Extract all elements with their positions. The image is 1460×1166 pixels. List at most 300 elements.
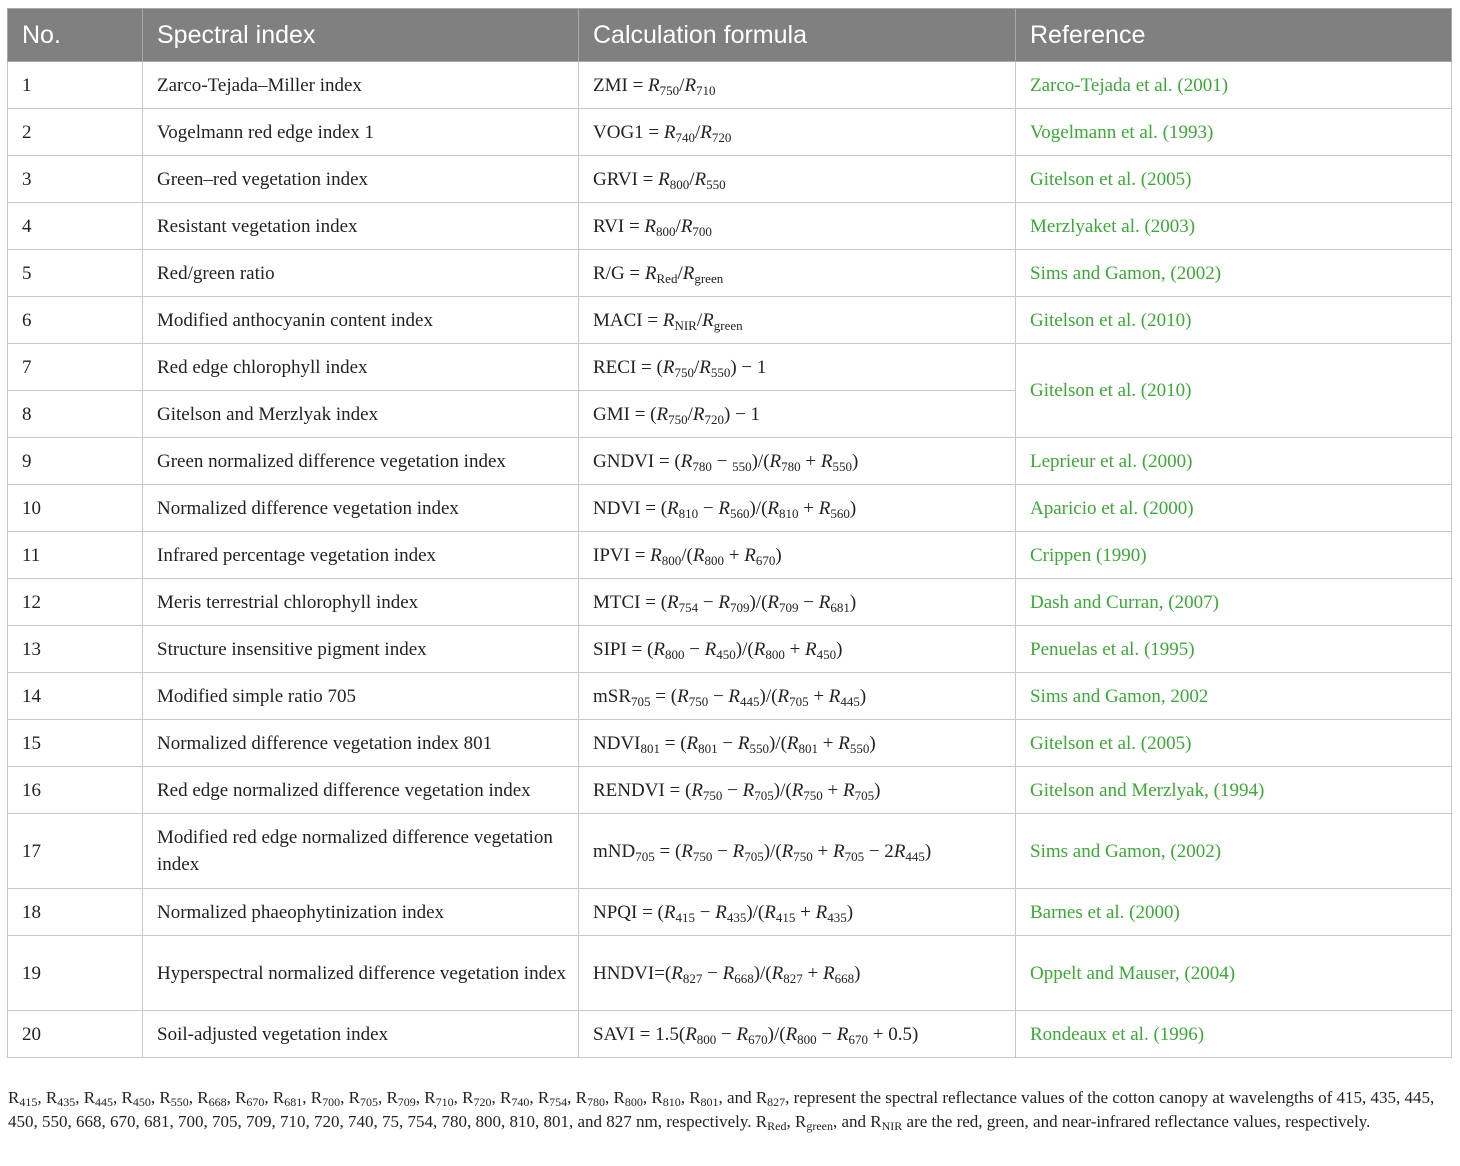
- cell-reference-link[interactable]: Vogelmann et al. (1993): [1016, 109, 1452, 156]
- subscript: 754: [678, 599, 699, 615]
- italic-symbol: R: [843, 779, 855, 801]
- text-run: ): [859, 685, 867, 707]
- text-run: , R: [377, 1088, 398, 1107]
- cell-no: 20: [8, 1011, 143, 1058]
- italic-symbol: R: [684, 74, 697, 96]
- subscript: 450: [816, 646, 837, 662]
- text-run: −: [798, 591, 819, 613]
- text-run: +: [802, 962, 823, 984]
- subscript: 705: [744, 848, 764, 864]
- table-row: [8, 532, 1452, 579]
- table-footnote: [8, 1086, 1452, 1134]
- cell-no: 8: [8, 391, 143, 438]
- text-run: , R: [453, 1088, 474, 1107]
- italic-symbol: R: [644, 262, 657, 284]
- table-row: [8, 438, 1452, 485]
- italic-symbol: R: [781, 840, 794, 862]
- cell-spectral-index: Normalized difference vegetation index: [143, 485, 579, 532]
- subscript: 800: [696, 1031, 717, 1047]
- cell-formula: [579, 767, 1016, 814]
- italic-symbol: R: [648, 74, 660, 96]
- subscript: 800: [669, 176, 690, 192]
- subscript: 750: [702, 787, 723, 803]
- cell-formula: [579, 673, 1016, 720]
- subscript: 800: [656, 223, 676, 239]
- subscript: 780: [781, 458, 801, 474]
- text-run: /: [675, 215, 681, 237]
- cell-formula: [579, 485, 1016, 532]
- italic-symbol: R: [699, 356, 711, 378]
- cell-reference-link[interactable]: Leprieur et al. (2000): [1016, 438, 1452, 485]
- subscript: 670: [748, 1031, 768, 1047]
- italic-symbol: R: [893, 840, 906, 862]
- text-run: RVI =: [593, 215, 645, 237]
- subscript: NIR: [881, 1119, 903, 1133]
- italic-symbol: R: [692, 544, 705, 566]
- cell-formula: [579, 391, 1016, 438]
- text-run: ): [924, 840, 932, 862]
- text-run: ): [849, 591, 857, 613]
- text-run: )/(: [768, 732, 787, 754]
- table-row: [8, 62, 1452, 109]
- cell-no: 14: [8, 673, 143, 720]
- text-run: ): [851, 450, 859, 472]
- subscript: 435: [827, 909, 847, 925]
- table-row: [8, 889, 1452, 936]
- subscript: 705: [359, 1095, 378, 1109]
- text-run: , R: [605, 1088, 625, 1107]
- cell-reference-link[interactable]: Aparicio et al. (2000): [1016, 485, 1452, 532]
- subscript: 550: [710, 364, 731, 380]
- subscript: 670: [848, 1031, 868, 1047]
- text-run: , R: [226, 1088, 247, 1107]
- italic-symbol: R: [692, 403, 705, 425]
- subscript: 801: [798, 740, 819, 756]
- cell-formula: [579, 62, 1016, 109]
- italic-symbol: R: [663, 121, 676, 143]
- cell-reference-link[interactable]: Gitelson et al. (2005): [1016, 156, 1452, 203]
- text-run: − 2: [864, 840, 894, 862]
- italic-symbol: R: [838, 732, 850, 754]
- cell-spectral-index: Resistant vegetation index: [143, 203, 579, 250]
- table-row: [8, 156, 1452, 203]
- table-row: [8, 1011, 1452, 1058]
- italic-symbol: R: [753, 638, 766, 660]
- cell-spectral-index: Green normalized difference vegetation index: [143, 438, 579, 485]
- cell-reference-link[interactable]: Gitelson et al. (2005): [1016, 720, 1452, 767]
- subscript: 550: [749, 740, 769, 756]
- text-run: )/(: [749, 497, 768, 519]
- text-run: )/(: [759, 685, 778, 707]
- text-run: NDVI = (: [593, 497, 668, 519]
- subscript: 800: [624, 1095, 643, 1109]
- italic-symbol: R: [715, 901, 727, 923]
- subscript: 681: [830, 599, 850, 615]
- cell-no: 18: [8, 889, 143, 936]
- italic-symbol: R: [828, 685, 841, 707]
- cell-no: 2: [8, 109, 143, 156]
- cell-reference-link[interactable]: Crippen (1990): [1016, 532, 1452, 579]
- table-header: [8, 9, 1452, 62]
- cell-spectral-index: Red edge chlorophyll index: [143, 344, 579, 391]
- table-container: [7, 8, 1451, 1058]
- italic-symbol: R: [728, 685, 741, 707]
- subscript: 705: [635, 848, 655, 864]
- text-run: )/(: [746, 901, 765, 923]
- text-run: MACI =: [593, 309, 663, 331]
- text-run: /: [695, 121, 701, 143]
- cell-reference-link[interactable]: Dash and Curran, (2007): [1016, 579, 1452, 626]
- subscript: 780: [692, 458, 712, 474]
- subscript: 800: [664, 646, 685, 662]
- text-run: +: [822, 779, 844, 801]
- text-run: ): [775, 544, 782, 566]
- text-run: ): [854, 962, 861, 984]
- italic-symbol: R: [685, 1023, 697, 1045]
- subscript: 550: [170, 1095, 189, 1109]
- italic-symbol: R: [818, 497, 831, 519]
- cell-no: 17: [8, 814, 143, 889]
- text-run: /: [687, 403, 693, 425]
- cell-spectral-index: Red/green ratio: [143, 250, 579, 297]
- cell-no: 12: [8, 579, 143, 626]
- cell-formula: [579, 814, 1016, 889]
- text-run: /(: [681, 544, 693, 566]
- italic-symbol: R: [680, 215, 693, 237]
- table-row: [8, 109, 1452, 156]
- italic-symbol: R: [700, 121, 712, 143]
- subscript: 750: [659, 82, 680, 98]
- subscript: 710: [696, 82, 716, 98]
- text-run: , R: [113, 1088, 133, 1107]
- text-run: ): [836, 638, 843, 660]
- text-run: GNDVI = (: [593, 450, 681, 472]
- cell-no: 11: [8, 532, 143, 579]
- text-run: )/(: [749, 591, 768, 613]
- subscript: 670: [755, 552, 776, 568]
- cell-formula: [579, 889, 1016, 936]
- cell-formula: [579, 250, 1016, 297]
- subscript: green: [694, 270, 724, 286]
- text-run: /: [689, 168, 695, 190]
- subscript: 550: [849, 740, 870, 756]
- subscript: 705: [754, 787, 774, 803]
- italic-symbol: R: [680, 450, 693, 472]
- text-run: −: [702, 962, 723, 984]
- italic-symbol: R: [718, 591, 730, 613]
- text-run: )/(: [773, 779, 792, 801]
- table-row: [8, 814, 1452, 889]
- subscript: 827: [783, 970, 803, 986]
- cell-formula: [579, 1011, 1016, 1058]
- text-run: /: [679, 74, 685, 96]
- subscript: 709: [729, 599, 750, 615]
- subscript: 750: [793, 848, 813, 864]
- italic-symbol: R: [736, 1023, 749, 1045]
- text-run: , R: [302, 1088, 323, 1107]
- text-run: /: [696, 309, 703, 331]
- subscript: 445: [840, 693, 860, 709]
- cell-formula: [579, 720, 1016, 767]
- italic-symbol: R: [767, 591, 780, 613]
- subscript: 720: [473, 1095, 492, 1109]
- cell-reference-link[interactable]: Sims and Gamon, (2002): [1016, 814, 1452, 889]
- text-run: = (: [650, 685, 678, 707]
- text-run: −: [712, 840, 733, 862]
- cell-no: 15: [8, 720, 143, 767]
- cell-no: 13: [8, 626, 143, 673]
- subscript: 800: [661, 552, 682, 568]
- italic-symbol: R: [732, 840, 745, 862]
- italic-symbol: R: [662, 356, 675, 378]
- subscript: 750: [674, 364, 694, 380]
- table-body: [8, 62, 1452, 1058]
- text-run: ): [874, 779, 881, 801]
- subscript: 801: [698, 740, 718, 756]
- cell-spectral-index: Soil-adjusted vegetation index: [143, 1011, 579, 1058]
- text-run: , R: [680, 1088, 701, 1107]
- text-run: −: [717, 732, 738, 754]
- subscript: 435: [57, 1095, 76, 1109]
- text-run: mND: [593, 840, 636, 862]
- cell-formula: [579, 344, 1016, 391]
- subscript: 801: [700, 1095, 719, 1109]
- italic-symbol: R: [686, 732, 699, 754]
- text-run: , R: [529, 1088, 550, 1107]
- text-run: , R: [491, 1088, 512, 1107]
- table-row: [8, 936, 1452, 1011]
- cell-reference-link[interactable]: Gitelson and Merzlyak, (1994): [1016, 767, 1452, 814]
- text-run: IPVI =: [593, 544, 651, 566]
- header-row: [8, 9, 1452, 62]
- subscript: 560: [729, 505, 750, 521]
- italic-symbol: R: [822, 962, 835, 984]
- text-run: )/(: [767, 1023, 786, 1045]
- cell-reference-link[interactable]: Barnes et al. (2000): [1016, 889, 1452, 936]
- subscript: 827: [767, 1095, 786, 1109]
- text-run: )/(: [753, 962, 772, 984]
- table-row: [8, 344, 1452, 391]
- text-run: SAVI = 1.5(: [593, 1023, 686, 1045]
- text-run: VOG1 =: [593, 121, 664, 143]
- cell-reference-link[interactable]: Gitelson et al. (2010): [1016, 297, 1452, 344]
- text-run: SIPI = (: [593, 638, 654, 660]
- text-run: +: [795, 901, 816, 923]
- subscript: 800: [765, 646, 785, 662]
- subscript: 720: [704, 411, 724, 427]
- cell-formula: [579, 579, 1016, 626]
- cell-no: 6: [8, 297, 143, 344]
- italic-symbol: R: [682, 262, 695, 284]
- text-run: /: [693, 356, 700, 378]
- subscript: 810: [779, 505, 799, 521]
- subscript: 668: [208, 1095, 227, 1109]
- cell-spectral-index: Green–red vegetation index: [143, 156, 579, 203]
- text-run: +: [724, 544, 745, 566]
- cell-no: 10: [8, 485, 143, 532]
- cell-reference-link[interactable]: Rondeaux et al. (1996): [1016, 1011, 1452, 1058]
- text-run: = (: [660, 732, 687, 754]
- text-run: , R: [786, 1112, 807, 1131]
- text-run: +: [808, 685, 829, 707]
- subscript: 668: [734, 970, 754, 986]
- text-run: , R: [150, 1088, 171, 1107]
- subscript: 445: [740, 693, 760, 709]
- text-run: /: [677, 262, 683, 284]
- subscript: green: [713, 317, 743, 333]
- italic-symbol: R: [818, 591, 831, 613]
- text-run: R/G =: [593, 262, 645, 284]
- italic-symbol: R: [785, 1023, 798, 1045]
- text-run: , R: [37, 1088, 58, 1107]
- text-run: ): [849, 497, 857, 519]
- subscript: 750: [803, 787, 823, 803]
- cell-formula: [579, 936, 1016, 1011]
- text-run: −: [698, 591, 719, 613]
- text-run: +: [800, 450, 821, 472]
- subscript: NIR: [674, 317, 697, 333]
- subscript: 550: [706, 176, 726, 192]
- text-run: )/(: [735, 638, 754, 660]
- text-run: −: [698, 497, 719, 519]
- text-run: = (: [654, 840, 682, 862]
- subscript: 705: [631, 693, 651, 709]
- cell-formula: [579, 532, 1016, 579]
- subscript: 560: [830, 505, 850, 521]
- cell-reference-link[interactable]: Sims and Gamon, (2002): [1016, 250, 1452, 297]
- spectral-index-table: [7, 8, 1452, 1058]
- italic-symbol: R: [722, 962, 735, 984]
- text-run: NDVI: [593, 732, 641, 754]
- italic-symbol: R: [737, 732, 750, 754]
- subscript: 810: [662, 1095, 681, 1109]
- text-run: ZMI =: [593, 74, 649, 96]
- text-run: , R: [264, 1088, 285, 1107]
- subscript: 705: [844, 848, 865, 864]
- text-run: +: [784, 638, 806, 660]
- cell-spectral-index: Structure insensitive pigment index: [143, 626, 579, 673]
- subscript: 415: [675, 909, 695, 925]
- subscript: 445: [905, 848, 925, 864]
- subscript: 705: [854, 787, 875, 803]
- subscript: 750: [688, 693, 709, 709]
- subscript: 750: [668, 411, 688, 427]
- text-run: HNDVI=(: [593, 962, 672, 984]
- italic-symbol: R: [644, 215, 657, 237]
- cell-spectral-index: Modified red edge normalized difference vegetation index: [143, 814, 579, 889]
- table-row: [8, 767, 1452, 814]
- subscript: 415: [775, 909, 796, 925]
- subscript: 415: [19, 1095, 38, 1109]
- cell-reference-link[interactable]: Zarco-Tejada et al. (2001): [1016, 62, 1452, 109]
- cell-formula: [579, 109, 1016, 156]
- text-run: +: [812, 840, 833, 862]
- text-run: ): [869, 732, 876, 754]
- cell-formula: [579, 438, 1016, 485]
- text-run: −: [722, 779, 743, 801]
- text-run: + 0.5): [868, 1023, 919, 1045]
- subscript: 750: [692, 848, 713, 864]
- cell-reference-link[interactable]: Penuelas et al. (1995): [1016, 626, 1452, 673]
- subscript: Red: [656, 270, 678, 286]
- cell-spectral-index: Normalized difference vegetation index 801: [143, 720, 579, 767]
- italic-symbol: R: [777, 685, 790, 707]
- text-run: , represent the spectral reflectance values of the cotton canopy at wavelengths of 415, 435, 445, 450, 550, 668, 670, 681, 700, 705, 709, 710, 720, 740, 75, 754, 780, 800, 810, 801, and 827 nm, respectively. R: [8, 1088, 1435, 1131]
- italic-symbol: R: [677, 685, 689, 707]
- cell-spectral-index: Red edge normalized difference vegetation index: [143, 767, 579, 814]
- italic-symbol: R: [820, 450, 833, 472]
- italic-symbol: R: [681, 840, 693, 862]
- text-run: MTCI = (: [593, 591, 668, 613]
- italic-symbol: R: [767, 497, 780, 519]
- text-run: , R: [567, 1088, 587, 1107]
- text-run: RENDVI = (: [593, 779, 692, 801]
- text-run: , R: [75, 1088, 96, 1107]
- text-run: GRVI =: [593, 168, 659, 190]
- cell-no: 4: [8, 203, 143, 250]
- italic-symbol: R: [718, 497, 730, 519]
- text-run: GMI = (: [593, 403, 657, 425]
- text-run: mSR: [593, 685, 632, 707]
- cell-spectral-index: Gitelson and Merzlyak index: [143, 391, 579, 438]
- table-row: [8, 720, 1452, 767]
- italic-symbol: R: [667, 591, 679, 613]
- italic-symbol: R: [658, 168, 670, 190]
- cell-formula: [579, 203, 1016, 250]
- cell-no: 16: [8, 767, 143, 814]
- italic-symbol: R: [662, 309, 675, 331]
- cell-no: 19: [8, 936, 143, 1011]
- text-run: , R: [642, 1088, 663, 1107]
- table-row: [8, 485, 1452, 532]
- italic-symbol: R: [702, 309, 714, 331]
- text-run: ) − 1: [730, 356, 767, 378]
- subscript: 720: [711, 129, 732, 145]
- text-run: , R: [340, 1088, 360, 1107]
- italic-symbol: R: [671, 962, 683, 984]
- text-run: −: [711, 450, 733, 472]
- cell-no: 1: [8, 62, 143, 109]
- cell-reference-link[interactable]: Oppelt and Mauser, (2004): [1016, 936, 1452, 1011]
- subscript: 801: [640, 740, 660, 756]
- subscript: 700: [322, 1095, 341, 1109]
- italic-symbol: R: [769, 450, 782, 472]
- text-run: , R: [188, 1088, 209, 1107]
- subscript: 550: [832, 458, 852, 474]
- cell-formula: [579, 156, 1016, 203]
- table-row: [8, 203, 1452, 250]
- cell-formula: [579, 297, 1016, 344]
- cell-reference-link[interactable]: Gitelson et al. (2010): [1016, 344, 1452, 438]
- subscript: 709: [397, 1095, 416, 1109]
- subscript: 780: [587, 1095, 605, 1109]
- cell-reference-link[interactable]: Merzlyaket al. (2003): [1016, 203, 1452, 250]
- italic-symbol: R: [836, 1023, 849, 1045]
- subscript: 800: [797, 1031, 817, 1047]
- cell-spectral-index: Modified simple ratio 705: [143, 673, 579, 720]
- cell-reference-link[interactable]: Sims and Gamon, 2002: [1016, 673, 1452, 720]
- subscript: 435: [726, 909, 747, 925]
- italic-symbol: R: [815, 901, 828, 923]
- subscript: 740: [511, 1095, 530, 1109]
- subscript: 450: [132, 1095, 151, 1109]
- table-row: [8, 579, 1452, 626]
- subscript: 445: [95, 1095, 114, 1109]
- text-run: ): [846, 901, 854, 923]
- italic-symbol: R: [653, 638, 665, 660]
- subscript: 705: [789, 693, 809, 709]
- subscript: 710: [435, 1095, 454, 1109]
